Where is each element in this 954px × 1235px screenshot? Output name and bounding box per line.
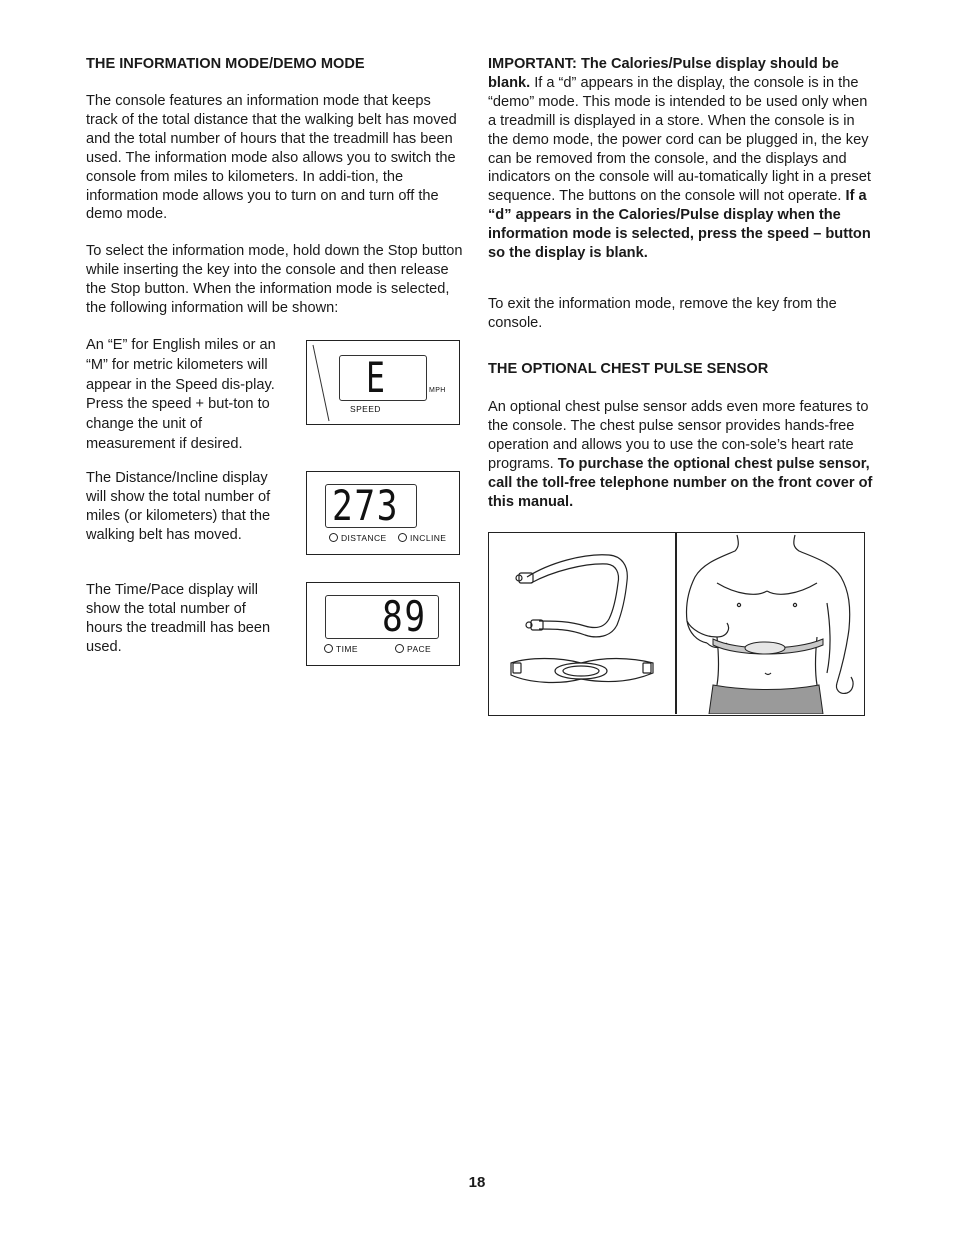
information-mode-paragraph: The console features an information mode that keeps track of the total distance that the walking belt has moved and the total number of hours that the treadmill has been used. The information mode also allows you to switch the console from miles to kilometers. In addi-tion, the information mode allows you to turn on and turn off the demo mode. <box>86 93 457 223</box>
chest-pulse-sensor-illustration <box>488 532 865 716</box>
incline-label: INCLINE <box>410 533 447 543</box>
time-display-illustration <box>306 582 460 666</box>
speed-display-description: An “E” for English miles or an “M” for metric kilometers will appear in the Speed dis-play. Press the speed + but-ton to change the unit of measurement if desired. <box>86 337 276 452</box>
distance-display-illustration <box>306 471 460 555</box>
incline-label-group <box>398 533 446 543</box>
distance-digits: 273 <box>332 481 400 530</box>
sensor-body-text: An optional chest pulse sensor adds even more features to the console. The chest pulse sensor provides hands-free operation and allows you to use the con-sole’s heart rate programs. <box>488 399 869 472</box>
important-bold-lead: IMPORTANT: The Calories/Pulse display should be blank. <box>488 56 839 91</box>
distance-indicator-light <box>329 533 338 542</box>
pace-indicator-light <box>395 644 404 653</box>
speed-lcd-window <box>339 355 427 401</box>
time-digits: 89 <box>382 592 427 641</box>
section-heading-chest-pulse-sensor: THE OPTIONAL CHEST PULSE SENSOR <box>488 361 769 377</box>
time-lcd-window <box>325 592 439 641</box>
time-display-description: The Time/Pace display will show the total number of hours the treadmill has been used. <box>86 582 271 655</box>
sensor-bold-instruction: To purchase the optional chest pulse sensor, call the toll-free telephone number on the front cover of this manual. <box>488 455 873 510</box>
select-information-mode-paragraph: To select the information mode, hold down the Stop button while inserting the key into the console and then release the Stop button. When the information mode is selected, the following information will be shown: <box>86 243 463 316</box>
incline-indicator-light <box>398 533 407 542</box>
mph-unit-label: MPH <box>429 387 446 394</box>
distance-display-description: The Distance/Incline display will show the total number of miles (or kilometers) that the walking belt has moved. <box>86 470 271 543</box>
speed-digit: E <box>366 353 385 402</box>
time-label: TIME <box>336 644 358 654</box>
pace-label: PACE <box>407 644 432 654</box>
distance-label-group <box>329 533 387 543</box>
distance-lcd-window <box>325 481 417 530</box>
pace-label-group <box>395 644 431 654</box>
page-number: 18 <box>468 1174 486 1191</box>
important-bold-instruction: If a “d” appears in the Calories/Pulse display when the information mode is selected, press the speed – button so the display is blank. <box>488 188 871 262</box>
important-body-text: If a “d” appears in the display, the console is in the “demo” mode. This mode is intended to be used only when a treadmill is displayed in a store. When the console is in the demo mode, the power cord can be plugged in, the key can be removed from the console, and the displays and indicators on the console will au-tomatically light in a preset sequence. The buttons on the console will not operate. <box>488 74 871 205</box>
time-label-group <box>324 644 358 654</box>
important-notice-paragraph <box>488 55 873 263</box>
time-indicator-light <box>324 644 333 653</box>
chest-pulse-sensor-paragraph <box>488 398 873 511</box>
speed-display-illustration <box>306 340 460 425</box>
speed-label: SPEED <box>350 404 381 414</box>
chest-strap-drawing <box>489 533 675 714</box>
section-heading-information-mode: THE INFORMATION MODE/DEMO MODE <box>86 56 365 72</box>
torso-wearing-sensor-drawing <box>677 533 863 714</box>
exit-information-mode-paragraph: To exit the information mode, remove the key from the console. <box>488 296 837 331</box>
distance-label: DISTANCE <box>341 533 387 543</box>
